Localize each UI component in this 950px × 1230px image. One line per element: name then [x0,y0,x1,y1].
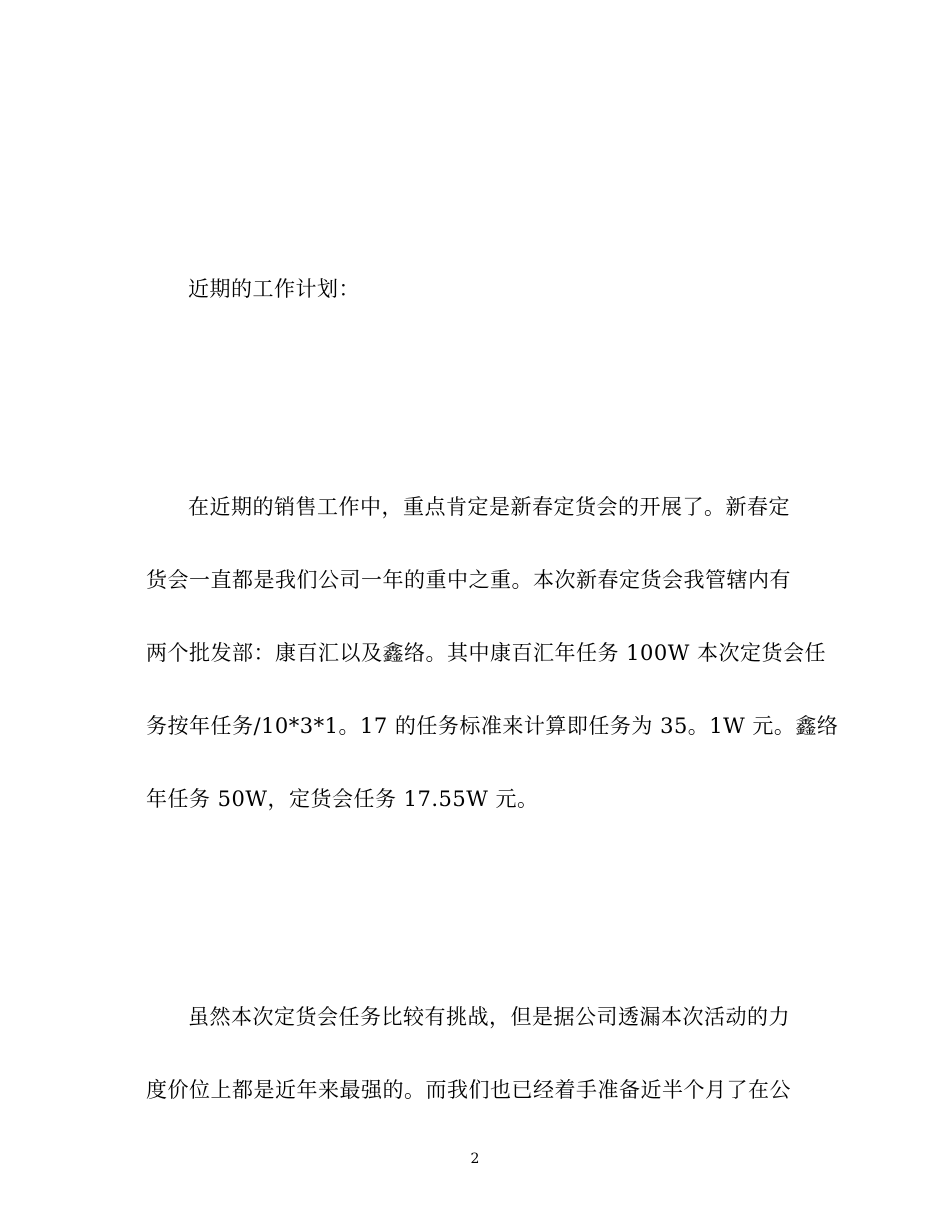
paragraph-line: 虽然本次定货会任务比较有挑战，但是据公司透漏本次活动的力 [188,1005,790,1029]
paragraph-line: 在近期的销售工作中，重点肯定是新春定货会的开展了。新春定 [188,495,790,519]
section-heading: 近期的工作计划： [188,277,360,301]
paragraph-line: 两个批发部：康百汇以及鑫络。其中康百汇年任务 100W 本次定货会任 [146,641,827,665]
page-number: 2 [470,1151,480,1167]
paragraph-line: 年任务 50W，定货会任务 17.55W 元。 [146,787,539,811]
paragraph-line: 务按年任务/10*3*1。17 的任务标准来计算即任务为 35。1W 元。鑫络 [146,714,839,738]
paragraph-line: 度价位上都是近年来最强的。而我们也已经着手准备近半个月了在公 [146,1078,791,1102]
paragraph-line: 货会一直都是我们公司一年的重中之重。本次新春定货会我管辖内有 [146,568,791,592]
